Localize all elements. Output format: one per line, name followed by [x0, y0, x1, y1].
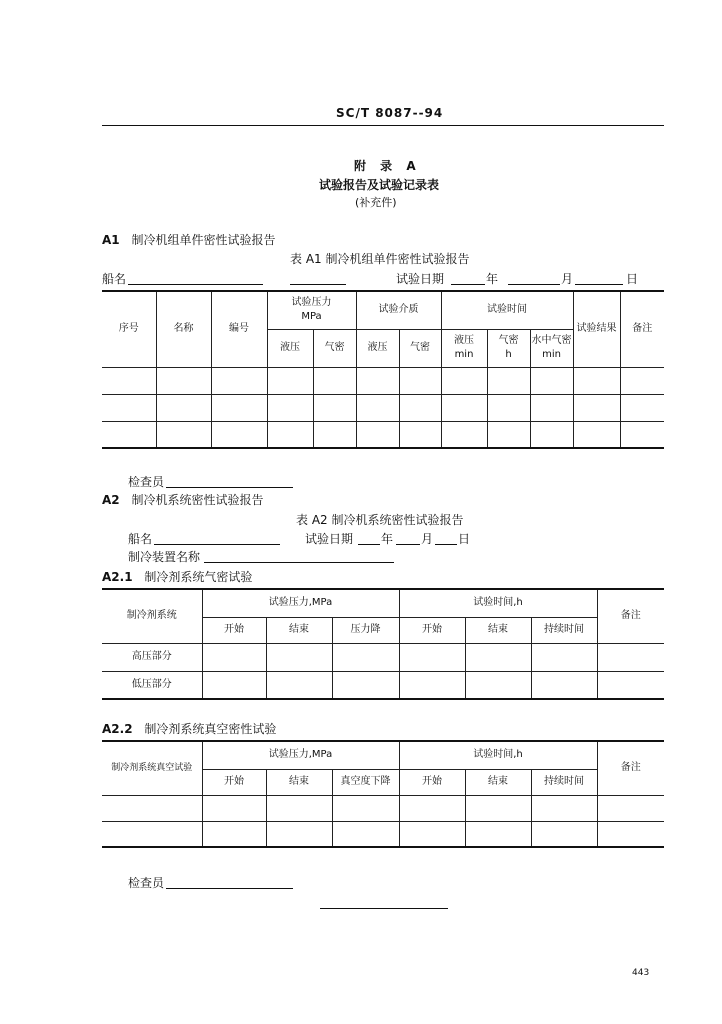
- standard-number: SC/T 8087--94: [336, 106, 444, 120]
- a21-sub-time-end: 结束: [465, 617, 531, 643]
- a21-sub-drop: 压力降: [332, 617, 399, 643]
- a2-year-line[interactable]: [358, 544, 380, 545]
- a1-col-time: 试验时间: [441, 291, 573, 329]
- a1-sub-pressure-gas: 气密: [313, 329, 356, 367]
- a1-sub-time-gas-label: 气密: [498, 335, 519, 346]
- footer-inspector-label: 检查员: [128, 876, 165, 890]
- a21-col-remark: 备注: [597, 589, 664, 643]
- a21-row-low: 低压部分: [102, 671, 202, 699]
- a2-ship-line[interactable]: [154, 544, 280, 545]
- a21-sub-duration: 持续时间: [531, 617, 597, 643]
- a1-month-line[interactable]: [508, 284, 560, 285]
- a1-year: 年: [486, 272, 499, 286]
- a1-inspector-line[interactable]: [166, 487, 293, 488]
- a1-heading: [102, 231, 275, 248]
- table-row: [102, 671, 664, 699]
- a1-col-remark: 备注: [620, 291, 664, 367]
- a22-heading: [102, 720, 276, 737]
- a2-heading: [102, 491, 263, 508]
- a1-col-code: 编号: [211, 291, 267, 367]
- a1-month: 月: [561, 272, 574, 286]
- a21-col-system: 制冷剂系统: [102, 589, 202, 643]
- a21-row-high: 高压部分: [102, 643, 202, 671]
- a21-col-time: 试验时间,h: [399, 589, 597, 617]
- a22-heading-num: A2.2: [102, 722, 133, 736]
- a22-sub-time-end: 结束: [465, 769, 531, 795]
- a2-device-label: 制冷装置名称: [128, 550, 201, 564]
- a1-sub-time-water: [530, 329, 573, 367]
- appendix-title: 附 录 A: [354, 159, 416, 173]
- a21-col-pressure: 试验压力,MPa: [202, 589, 399, 617]
- a1-heading-num: A1: [102, 233, 120, 247]
- a1-sub-time-water-unit: min: [542, 349, 561, 360]
- a21-sub-time-start: 开始: [399, 617, 465, 643]
- a1-sub-time-liquid-label: 液压: [454, 335, 474, 346]
- a2-ship-label: 船名: [128, 532, 153, 546]
- a1-date-label: 试验日期: [396, 272, 445, 286]
- a22-col-remark: 备注: [597, 741, 664, 795]
- a1-year-line[interactable]: [451, 284, 485, 285]
- a1-col-seq: 序号: [102, 291, 156, 367]
- a1-sub-time-liquid-unit: min: [454, 349, 474, 360]
- table-row: [102, 367, 664, 394]
- a1-sub-medium-gas: 气密: [399, 329, 441, 367]
- a1-day-line[interactable]: [575, 284, 623, 285]
- a1-table: [102, 290, 664, 449]
- a1-col-result: 试验结果: [573, 291, 620, 367]
- a1-day: 日: [626, 272, 639, 286]
- a22-sub-end: 结束: [266, 769, 332, 795]
- a22-sub-vacuum-drop: 真空度下降: [332, 769, 399, 795]
- a1-col-name: 名称: [156, 291, 211, 367]
- a22-table: [102, 740, 664, 848]
- table-row: [102, 421, 664, 448]
- a1-col-pressure-label: 试验压力: [291, 297, 332, 309]
- a22-heading-text: 制冷剂系统真空密性试验: [144, 722, 277, 736]
- a21-table: [102, 588, 664, 700]
- page-number: 443: [632, 968, 650, 978]
- a22-sub-time-start: 开始: [399, 769, 465, 795]
- footer-inspector-line[interactable]: [166, 888, 293, 889]
- a1-sub-medium-liquid: 液压: [356, 329, 399, 367]
- a1-col-medium: 试验介质: [356, 291, 441, 329]
- a1-sub-pressure-liquid: 液压: [267, 329, 313, 367]
- table-row: [102, 643, 664, 671]
- appendix-subtitle: 试验报告及试验记录表: [319, 178, 440, 192]
- a1-sub-time-liquid: [441, 329, 487, 367]
- table-row: [102, 394, 664, 421]
- a21-sub-end: 结束: [266, 617, 332, 643]
- a2-date-label: 试验日期: [305, 532, 354, 546]
- a2-heading-text: 制冷机系统密性试验报告: [131, 493, 264, 507]
- table-row: [102, 795, 664, 821]
- a1-sub-time-water-label: 水中气密: [531, 335, 572, 346]
- a2-year: 年: [381, 532, 394, 546]
- a2-device-line[interactable]: [204, 562, 394, 563]
- a1-ship-label: 船名: [102, 272, 127, 286]
- a1-sub-time-gas: [487, 329, 530, 367]
- a22-col-pressure: 试验压力,MPa: [202, 741, 399, 769]
- a1-ship-line-2[interactable]: [290, 284, 346, 285]
- a21-heading-text: 制冷剂系统气密试验: [144, 570, 253, 584]
- appendix-note: (补充件): [355, 196, 397, 209]
- a21-heading: [102, 568, 252, 585]
- a1-heading-text: 制冷机组单件密性试验报告: [131, 233, 276, 247]
- a2-month-line[interactable]: [396, 544, 420, 545]
- a22-sub-duration: 持续时间: [531, 769, 597, 795]
- a2-month: 月: [421, 532, 434, 546]
- a21-sub-start: 开始: [202, 617, 266, 643]
- a1-table-caption: 表 A1 制冷机组单件密性试验报告: [290, 252, 470, 266]
- a22-sub-start: 开始: [202, 769, 266, 795]
- a2-table-caption: 表 A2 制冷机系统密性试验报告: [296, 513, 464, 527]
- header-rule: [102, 125, 664, 126]
- a21-heading-num: A2.1: [102, 570, 133, 584]
- a1-col-pressure-unit: MPa: [301, 311, 322, 323]
- a2-heading-num: A2: [102, 493, 120, 507]
- a1-sub-time-gas-unit: h: [505, 349, 512, 360]
- a22-col-system: 制冷剂系统真空试验: [102, 741, 202, 795]
- a1-inspector-label: 检查员: [128, 475, 165, 489]
- a2-day-line[interactable]: [435, 544, 457, 545]
- a1-ship-line[interactable]: [128, 284, 263, 285]
- a1-col-pressure: [267, 291, 356, 329]
- end-rule: [320, 908, 448, 909]
- a2-day: 日: [458, 532, 471, 546]
- a22-col-time: 试验时间,h: [399, 741, 597, 769]
- table-row: [102, 821, 664, 847]
